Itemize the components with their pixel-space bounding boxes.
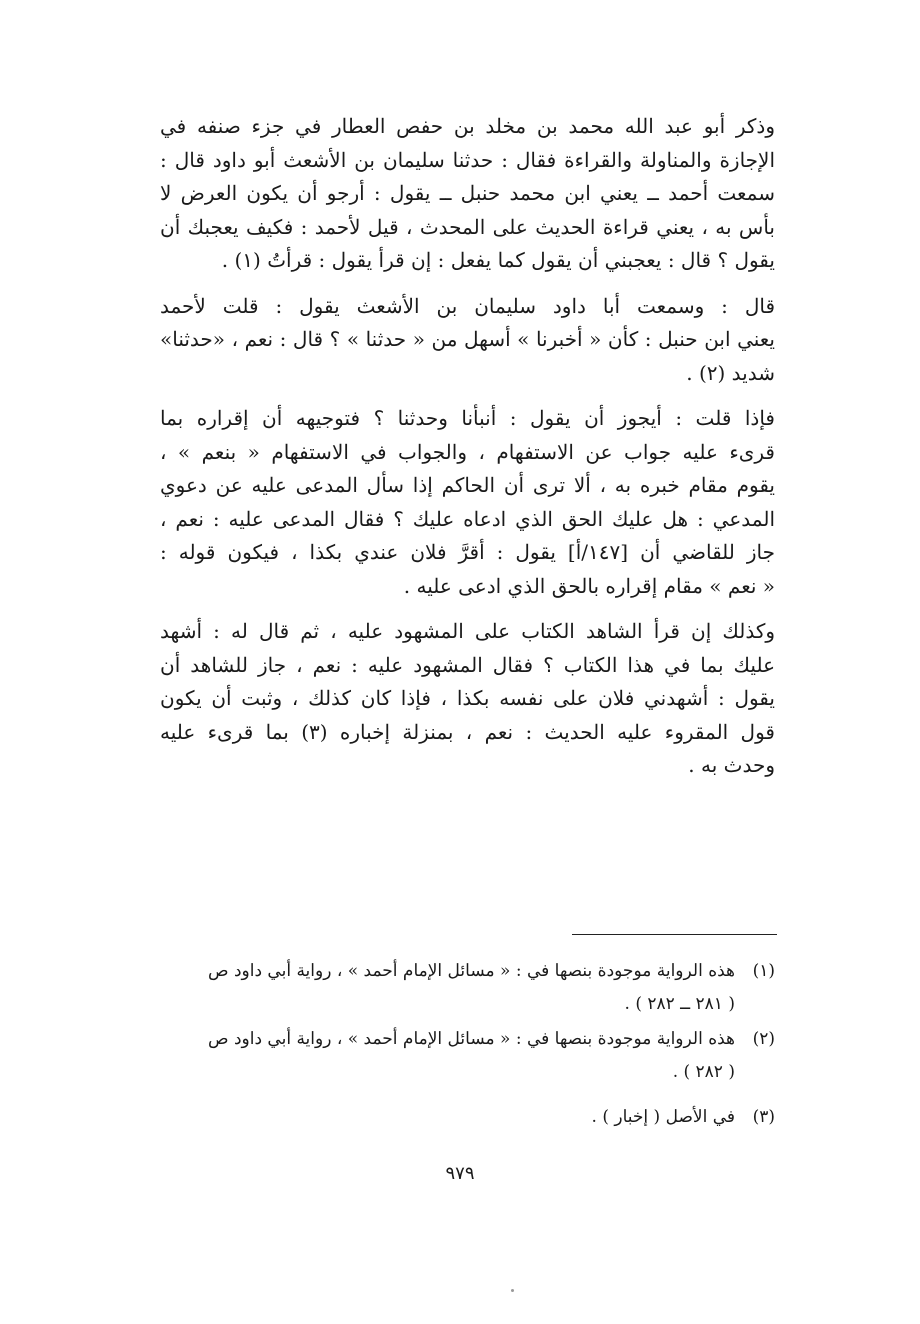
paragraph-3 bbox=[160, 402, 775, 603]
text-line: يعني ابن حنبل : كأن « أخبرنا » أسهل من « حدثنا » ؟ قال : نعم ، «حدثنا» bbox=[160, 327, 775, 351]
footnote-number: (٣) bbox=[752, 1107, 775, 1127]
text-line: قول المقروء عليه الحديث : نعم ، بمنزلة إخباره (٣) بما قرىء عليه bbox=[160, 719, 775, 744]
footnote-text: هذه الرواية موجودة بنصها في : « مسائل الإمام أحمد » ، رواية أبي داود ص bbox=[207, 961, 735, 981]
footnote-3 bbox=[160, 1101, 775, 1134]
text-line: قال : وسمعت أبا داود سليمان بن الأشعث يقول : قلت لأحمد bbox=[160, 293, 775, 318]
text-line: وذكر أبو عبد الله محمد بن مخلد بن حفص العطار في جزء صنفه في bbox=[160, 114, 775, 138]
page-number: ٩٧٩ bbox=[445, 1163, 475, 1184]
paragraph-4 bbox=[160, 615, 775, 783]
text-line: بأس به ، يعني قراءة الحديث على المحدث ، قيل لأحمد : فكيف يعجبك أن bbox=[160, 214, 775, 239]
text-line: الإجازة والمناولة والقراءة فقال : حدثنا سليمان بن الأشعث أبو داود قال : bbox=[160, 147, 775, 172]
scan-speck bbox=[511, 1289, 514, 1292]
text-line: قرىء عليه جواب عن الاستفهام ، والجواب في الاستفهام « بنعم » ، bbox=[160, 439, 775, 464]
text-line: يقول ؟ قال : يعجبني أن يقول كما يفعل : إن قرأ يقول : قرأتُ (١) . bbox=[221, 248, 775, 272]
text-line: وكذلك إن قرأ الشاهد الكتاب على المشهود عليه ، ثم قال له : أشهد bbox=[160, 619, 775, 643]
footnote-text: في الأصل ( إخبار ) . bbox=[591, 1107, 735, 1127]
text-line: فإذا قلت : أيجوز أن يقول : أنبأنا وحدثنا ؟ فتوجيهه أن إقراره بما bbox=[160, 406, 775, 430]
text-line: يقول : أشهدني فلان على نفسه بكذا ، فإذا كان كذلك ، وثبت أن يكون bbox=[160, 686, 775, 710]
footnote-number: (٢) bbox=[752, 1029, 775, 1049]
paragraph-2 bbox=[160, 290, 775, 391]
main-text bbox=[160, 110, 775, 795]
paragraph-1 bbox=[160, 110, 775, 278]
text-line: جاز للقاضي أن [١٤٧/أ] يقول : أقرَّ فلان عندي بكذا ، فيكون قوله : bbox=[160, 540, 776, 564]
footnote-1 bbox=[160, 955, 775, 1021]
footnote-number: (١) bbox=[752, 961, 775, 981]
footnote-text: ( ٢٨٢ ) . bbox=[672, 1062, 735, 1082]
footnote-2 bbox=[160, 1023, 775, 1089]
text-line: شديد (٢) . bbox=[686, 360, 775, 385]
footnote-text: هذه الرواية موجودة بنصها في : « مسائل الإمام أحمد » ، رواية أبي داود ص bbox=[207, 1029, 735, 1049]
footnote-text: ( ٢٨١ ــ ٢٨٢ ) . bbox=[624, 994, 735, 1014]
text-line: يقوم مقام خبره به ، ألا ترى أن الحاكم إذا سأل المدعى عليه عن دعوي bbox=[160, 473, 775, 497]
text-line: المدعي : هل عليك الحق الذي ادعاه عليك ؟ فقال المدعى عليه : نعم ، bbox=[160, 506, 775, 531]
text-line: سمعت أحمد ــ يعني ابن محمد حنبل ــ يقول : أرجو أن يكون العرض لا bbox=[160, 181, 775, 205]
text-line: وحدث به . bbox=[688, 753, 775, 777]
text-line: « نعم » مقام إقراره بالحق الذي ادعى عليه . bbox=[403, 573, 775, 598]
footnote-separator bbox=[572, 934, 777, 935]
text-line: عليك بما في هذا الكتاب ؟ فقال المشهود عليه : نعم ، جاز للشاهد أن bbox=[160, 652, 775, 677]
